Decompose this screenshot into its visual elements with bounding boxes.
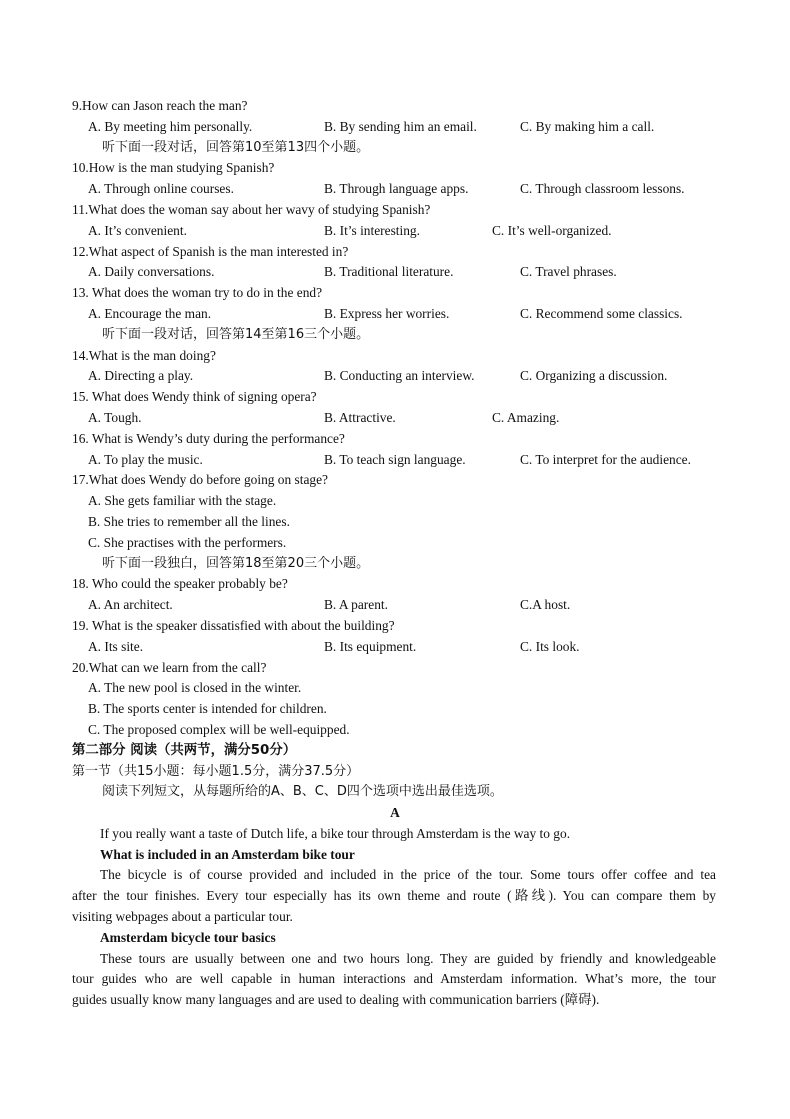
option-b: B. The sports center is intended for children. xyxy=(88,701,327,717)
passage-line xyxy=(0,969,790,990)
option-b: B. Conducting an interview. xyxy=(324,368,475,384)
option-b: B. She tries to remember all the lines. xyxy=(88,513,290,529)
listening-instruction: 听下面一段对话，回答第14至第16三个小题。 xyxy=(102,326,370,342)
passage-line: visiting webpages about a particular tour. xyxy=(72,909,293,925)
option-a: A. Its site. xyxy=(88,638,144,654)
options-19 xyxy=(0,637,790,658)
option-c: C. To interpret for the audience. xyxy=(520,451,691,467)
option-b: B. To teach sign language. xyxy=(324,451,466,467)
listening-instruction: 听下面一段对话，回答第10至第13四个小题。 xyxy=(102,139,370,155)
option-b: B. Attractive. xyxy=(324,409,396,425)
option-c: C. Amazing. xyxy=(492,409,560,425)
passage-line: guides usually know many languages and are used to dealing with communication barriers (障碍). xyxy=(72,992,600,1008)
option-c: C. She practises with the performers. xyxy=(88,534,287,550)
passage-text: The bicycle is of course provided and included in the price of the tour. Some tours offer coffee and tea xyxy=(100,867,716,883)
option-b: B. Traditional literature. xyxy=(324,264,454,280)
options-18 xyxy=(0,595,790,616)
option-a: A. She gets familiar with the stage. xyxy=(88,493,277,509)
option-c: C. The proposed complex will be well-equipped. xyxy=(88,721,350,737)
options-10 xyxy=(0,179,790,200)
options-11 xyxy=(0,221,790,242)
option-c: C. Organizing a discussion. xyxy=(520,368,668,384)
question-16: 16. What is Wendy’s duty during the performance? xyxy=(72,430,345,446)
option-a: A. Encourage the man. xyxy=(88,305,212,321)
question-20: 20.What can we learn from the call? xyxy=(72,659,267,675)
option-a: A. It’s convenient. xyxy=(88,222,187,238)
section-subtitle: 第一节（共15小题：每小题1.5分，满分37.5分） xyxy=(72,763,360,779)
listening-instruction: 听下面一段独白，回答第18至第20三个小题。 xyxy=(102,555,370,571)
question-17: 17.What does Wendy do before going on stage? xyxy=(72,472,329,488)
option-a: A. By meeting him personally. xyxy=(88,118,253,134)
option-a: A. To play the music. xyxy=(88,451,203,467)
option-c: C. Recommend some classics. xyxy=(520,305,683,321)
option-c: C. Through classroom lessons. xyxy=(520,181,685,197)
exam-page xyxy=(0,96,790,1011)
options-12 xyxy=(0,262,790,283)
option-c: C. Travel phrases. xyxy=(520,264,617,280)
question-15: 15. What does Wendy think of signing opera? xyxy=(72,389,317,405)
option-b: B. Its equipment. xyxy=(324,638,417,654)
passage-heading: What is included in an Amsterdam bike tour xyxy=(100,846,355,862)
passage-text: tour guides who are well capable in human interactions and Amsterdam information. What’s more, the tour xyxy=(72,971,716,987)
passage-heading: Amsterdam bicycle tour basics xyxy=(100,929,276,945)
passage-letter: A xyxy=(390,805,400,821)
option-a: A. Daily conversations. xyxy=(88,264,215,280)
question-11: 11.What does the woman say about her wavy of studying Spanish? xyxy=(72,201,431,217)
reading-instruction: 阅读下列短文，从每题所给的A、B、C、D四个选项中选出最佳选项。 xyxy=(102,784,503,800)
passage-text: after the tour finishes. Every tour especially has its own theme and route (路线). You can compare them by xyxy=(72,888,716,904)
section-title: 第二部分 阅读（共两节，满分50分） xyxy=(72,742,297,758)
option-a: A. Directing a play. xyxy=(88,368,194,384)
option-a: A. The new pool is closed in the winter. xyxy=(88,680,302,696)
option-a: A. Tough. xyxy=(88,409,142,425)
question-9: 9.How can Jason reach the man? xyxy=(72,98,248,113)
options-13 xyxy=(0,304,790,325)
option-c: C.A host. xyxy=(520,597,571,613)
question-12: 12.What aspect of Spanish is the man interested in? xyxy=(72,243,349,259)
option-a: A. An architect. xyxy=(88,597,173,613)
option-b: B. By sending him an email. xyxy=(324,118,477,134)
option-b: B. It’s interesting. xyxy=(324,222,420,238)
option-b: B. Express her worries. xyxy=(324,305,450,321)
question-13: 13. What does the woman try to do in the end? xyxy=(72,285,323,301)
options-16 xyxy=(0,450,790,471)
passage-line xyxy=(0,865,790,886)
option-b: B. Through language apps. xyxy=(324,181,469,197)
question-19: 19. What is the speaker dissatisfied with about the building? xyxy=(72,617,395,633)
options-14 xyxy=(0,366,790,387)
option-c: C. By making him a call. xyxy=(520,118,655,134)
option-a: A. Through online courses. xyxy=(88,181,234,197)
option-c: C. Its look. xyxy=(520,638,580,654)
options-9 xyxy=(0,117,790,138)
passage-line xyxy=(0,886,790,907)
passage-paragraph: If you really want a taste of Dutch life, a bike tour through Amsterdam is the way to go. xyxy=(100,825,571,841)
question-18: 18. Who could the speaker probably be? xyxy=(72,576,288,592)
options-15 xyxy=(0,408,790,429)
passage-line xyxy=(0,949,790,970)
passage-text: These tours are usually between one and two hours long. They are guided by friendly and knowledgeable xyxy=(100,950,716,966)
option-c: C. It’s well-organized. xyxy=(492,222,612,238)
question-14: 14.What is the man doing? xyxy=(72,347,216,363)
question-10: 10.How is the man studying Spanish? xyxy=(72,160,275,176)
option-b: B. A parent. xyxy=(324,597,388,613)
